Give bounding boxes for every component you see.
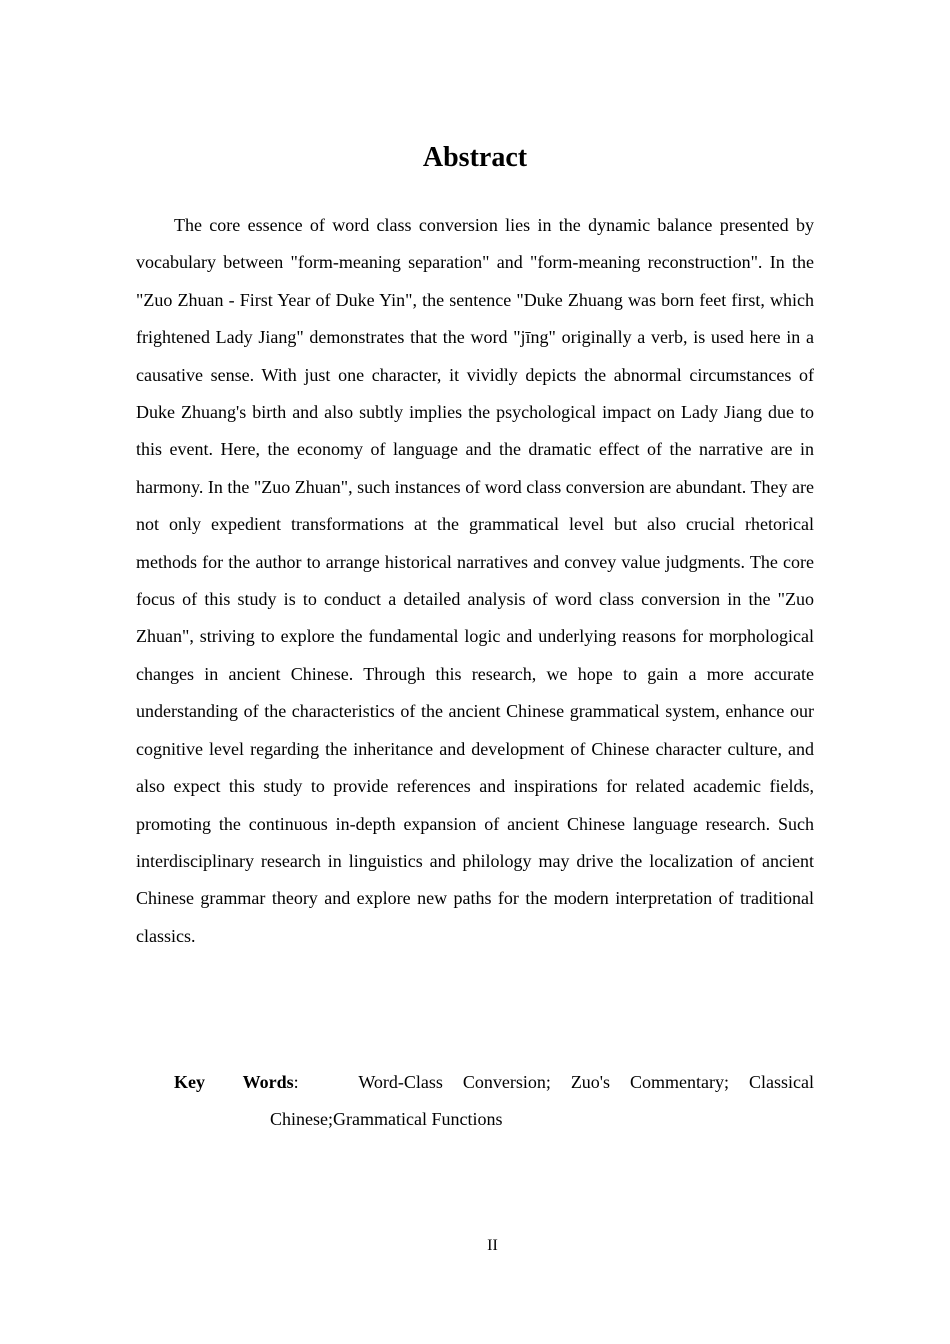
keywords-text: Word-Class Conversion; Zuo's Commentary; Classical Chinese;Grammatical Functions (270, 1072, 814, 1129)
keywords-label: Key Words (174, 1072, 294, 1092)
abstract-title: Abstract (422, 142, 528, 173)
keywords-line (136, 1064, 814, 1138)
page-number: II (487, 1237, 498, 1254)
keywords-separator: : (293, 1072, 299, 1092)
abstract-paragraph: The core essence of word class conversion lies in the dynamic balance presented by vocabulary between "form-meaning separation" and "form-meaning reconstruction". In the "Zuo Zhuan - First Year of Duke Yin", the sentence "Duke Zhuang was born feet first, which frightened Lady Jiang" demonstrates that the word "jīng" originally a verb, is used here in a causative sense. With just one character, it vividly depicts the abnormal circumstances of Duke Zhuang's birth and also subtly implies the psychological impact on Lady Jiang due to this event. Here, the economy of language and the dramatic effect of the narrative are in harmony. In the "Zuo Zhuan", such instances of word class conversion are abundant. They are not only expedient transformations at the grammatical level but also crucial rhetorical methods for the author to arrange historical narratives and convey value judgments. The core focus of this study is to conduct a detailed analysis of word class conversion in the "Zuo Zhuan", striving to explore the fundamental logic and underlying reasons for morphological changes in ancient Chinese. Through this research, we hope to gain a more accurate understanding of the characteristics of the ancient Chinese grammatical system, enhance our cognitive level regarding the inheritance and development of Chinese character culture, and also expect this study to provide references and inspirations for related academic fields, promoting the continuous in-depth expansion of ancient Chinese language research. Such interdisciplinary research in linguistics and philology may drive the localization of ancient Chinese grammar theory and explore new paths for the modern interpretation of traditional classics. (136, 215, 814, 946)
